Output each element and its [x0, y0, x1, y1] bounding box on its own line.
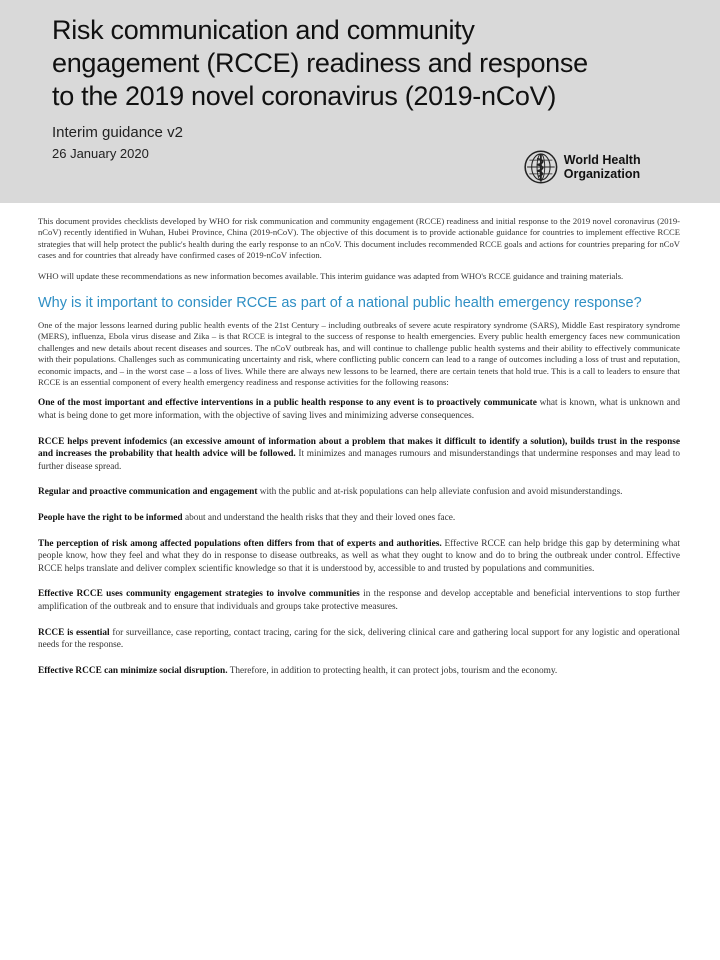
reason-text: about and understand the health risks that they and their loved ones face.: [184, 513, 456, 524]
document-date: 26 January 2020: [52, 146, 149, 161]
reason-text: It minimizes and manages rumours and misunderstandings that undermine responses and may lead to further disease spread.: [38, 449, 680, 472]
reason-bold-text: Effective RCCE uses community engagement strategies to involve communities: [38, 589, 360, 600]
reason-text: in the response and develop acceptable and beneficial interventions to stop further amplification of the outbreak and to ensure that individuals and groups take protective measures.: [38, 589, 680, 612]
reason-paragraph: [38, 665, 680, 678]
reason-text: for surveillance, case reporting, contact tracing, caring for the sick, delivering clinical care and gathering local support for any logistic and operational needs for the response.: [38, 627, 681, 651]
reason-text: Therefore, in addition to protecting health, it can protect jobs, tourism and the economy.: [229, 665, 558, 676]
reason-paragraph: [38, 538, 680, 576]
reason-paragraph: [38, 486, 680, 499]
document-body: [38, 216, 680, 690]
reason-bold-text: Regular and proactive communication and engagement: [38, 487, 258, 498]
reason-paragraph: [38, 397, 680, 422]
reason-bold-text: The perception of risk among affected populations often differs from that of experts and authorities.: [38, 538, 442, 549]
reason-bold-text: One of the most important and effective interventions in a public health response to any event is to proactively communicate: [38, 398, 537, 409]
reason-text: what is known, what is unknown and what is being done to get more information, with the objective of saving lives and minimizing adverse consequences.: [38, 398, 681, 422]
intro-paragraph: WHO will update these recommendations as new information becomes available. This interim guidance was adapted from WHO's RCCE guidance and training materials.: [38, 270, 624, 281]
reason-bold-text: Effective RCCE can minimize social disruption.: [38, 665, 228, 676]
who-emblem-icon: [524, 145, 558, 189]
document-header: [0, 0, 720, 203]
reason-paragraph: [38, 436, 680, 474]
reason-bold-text: RCCE is essential: [38, 627, 110, 638]
reason-bold-text: RCCE helps prevent infodemics (an excessive amount of information about a problem that makes it difficult to identify a solution), builds trust in the response and increases the probability that health advice will be followed.: [38, 436, 680, 460]
intro-paragraph: This document provides checklists developed by WHO for risk communication and community engagement (RCCE) readiness and initial response to the 2019 novel coronavirus (2019-nCoV) recently identified in Wuhan, Hubei Province, China (2019-nCoV). The objective of this document is to provide actionable guidance for countries to implement effective RCCE strategies that will help protect the public's health during the early response to an nCoV. This document includes recommended RCCE goals and actions for countries preparing for nCoV cases and for countries that already have confirmed cases of 2019-nCoV infection.: [38, 216, 680, 261]
reason-paragraph: [38, 588, 680, 613]
reason-paragraph: [38, 627, 680, 652]
who-logo: [524, 144, 684, 190]
document-subtitle: Interim guidance v2: [52, 124, 183, 141]
section-paragraph: One of the major lessons learned during public health events of the 21st Century – including outbreaks of severe acute respiratory syndrome (SARS), Middle East respiratory syndrome (MERS), influenza, Ebola virus disease and Zika – is that RCCE is integral to the success of response to health emergencies. Every public health emergency faces new communication challenges and new details about recent diseases and sources. The nCoV outbreak has, and will continue to challenge public health systems and their ability to effectively communicate with their populations. Challenges such as communicating uncertainty and risk, where conflicting public concern can lead to a range of outcomes including a loss of trust and reputation, economic impacts, and – in the worst case – a loss of lives. While there are always new lessons to be learned, there are certain tenets that hold true. This is a call to leaders to ensure that RCCE is an essential component of every health emergency readiness and response activities for the following reasons:: [38, 320, 680, 388]
section-heading: Why is it important to consider RCCE as part of a national public health emergency response?: [38, 295, 642, 312]
reason-text: with the public and at-risk populations can help alleviate confusion and avoid misunderstandings.: [259, 487, 623, 498]
reason-text: Effective RCCE can help bridge this gap by determining what people know, how they feel and what they do in response to disease outbreaks, as well as what they ought to know and do to bring the outbreak under control. Effective RCCE helps translate and deliver complex scientific knowledge so that it is understood by, accessible to and trusted by populations and communities.: [38, 538, 681, 574]
who-logo-text: World Health Organization: [563, 153, 641, 181]
reason-bold-text: People have the right to be informed: [38, 513, 183, 524]
reason-paragraph: [38, 512, 680, 525]
document-title: Risk communication and community engagement (RCCE) readiness and response to the 2019 novel coronavirus (2019-nCoV): [52, 15, 588, 111]
